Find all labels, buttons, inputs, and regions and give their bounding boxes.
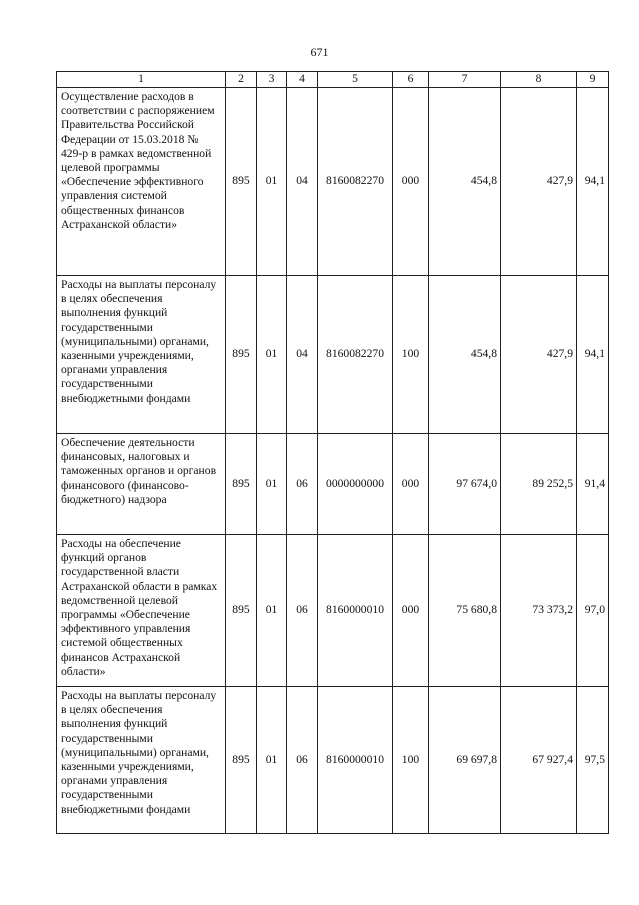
column-header: 3 (257, 72, 287, 88)
row-description: Расходы на выплаты персоналу в целях обеспечения выполнения функций государственными (муниципальными) органами, казенными учреждениями, органами управления государственными внебюджетными фондами (57, 276, 226, 434)
cell-subsection-code: 04 (287, 276, 318, 434)
cell-department-code: 895 (226, 434, 257, 535)
column-header: 1 (57, 72, 226, 88)
column-header: 4 (287, 72, 318, 88)
table-row (57, 88, 609, 276)
cell-planned-amount: 97 674,0 (429, 434, 501, 535)
table-row (57, 687, 609, 834)
column-header: 6 (393, 72, 429, 88)
cell-target-item-code: 8160082270 (318, 88, 393, 276)
cell-expense-type-code: 100 (393, 276, 429, 434)
cell-execution-percent: 94,1 (577, 276, 609, 434)
cell-actual-amount: 73 373,2 (501, 535, 577, 687)
cell-target-item-code: 8160082270 (318, 276, 393, 434)
cell-actual-amount: 89 252,5 (501, 434, 577, 535)
column-header: 9 (577, 72, 609, 88)
row-description: Обеспечение деятельности финансовых, налоговых и таможенных органов и органов финансового (финансово-бюджетного) надзора (57, 434, 226, 535)
cell-subsection-code: 06 (287, 687, 318, 834)
table-row (57, 276, 609, 434)
cell-department-code: 895 (226, 88, 257, 276)
cell-execution-percent: 91,4 (577, 434, 609, 535)
cell-expense-type-code: 000 (393, 535, 429, 687)
table-row (57, 434, 609, 535)
cell-section-code: 01 (257, 535, 287, 687)
cell-subsection-code: 06 (287, 535, 318, 687)
budget-table (56, 71, 609, 834)
cell-department-code: 895 (226, 276, 257, 434)
cell-section-code: 01 (257, 276, 287, 434)
cell-execution-percent: 97,0 (577, 535, 609, 687)
row-description: Расходы на обеспечение функций органов государственной власти Астраханской области в рамках ведомственной целевой программы «Обеспечение эффективного управления системой общественных финансов Астраханской области» (57, 535, 226, 687)
cell-actual-amount: 67 927,4 (501, 687, 577, 834)
cell-expense-type-code: 000 (393, 88, 429, 276)
cell-expense-type-code: 100 (393, 687, 429, 834)
cell-planned-amount: 454,8 (429, 88, 501, 276)
column-header: 5 (318, 72, 393, 88)
row-description: Осуществление расходов в соответствии с распоряжением Правительства Российской Федерации от 15.03.2018 № 429-р в рамках ведомственной целевой программы «Обеспечение эффективного управления системой общественных финансов Астраханской области» (57, 88, 226, 276)
column-header: 7 (429, 72, 501, 88)
cell-target-item-code: 8160000010 (318, 687, 393, 834)
column-header: 2 (226, 72, 257, 88)
cell-expense-type-code: 000 (393, 434, 429, 535)
header-row (57, 72, 609, 88)
cell-execution-percent: 97,5 (577, 687, 609, 834)
cell-section-code: 01 (257, 88, 287, 276)
cell-actual-amount: 427,9 (501, 276, 577, 434)
cell-planned-amount: 75 680,8 (429, 535, 501, 687)
cell-section-code: 01 (257, 687, 287, 834)
cell-execution-percent: 94,1 (577, 88, 609, 276)
page-number: 671 (310, 45, 329, 59)
cell-subsection-code: 06 (287, 434, 318, 535)
cell-planned-amount: 69 697,8 (429, 687, 501, 834)
cell-subsection-code: 04 (287, 88, 318, 276)
row-description: Расходы на выплаты персоналу в целях обеспечения выполнения функций государственными (муниципальными) органами, казенными учреждениями, органами управления государственными внебюджетными фондами (57, 687, 226, 834)
column-header: 8 (501, 72, 577, 88)
cell-department-code: 895 (226, 687, 257, 834)
cell-target-item-code: 8160000010 (318, 535, 393, 687)
cell-planned-amount: 454,8 (429, 276, 501, 434)
cell-actual-amount: 427,9 (501, 88, 577, 276)
table-row (57, 535, 609, 687)
cell-target-item-code: 0000000000 (318, 434, 393, 535)
cell-department-code: 895 (226, 535, 257, 687)
cell-section-code: 01 (257, 434, 287, 535)
